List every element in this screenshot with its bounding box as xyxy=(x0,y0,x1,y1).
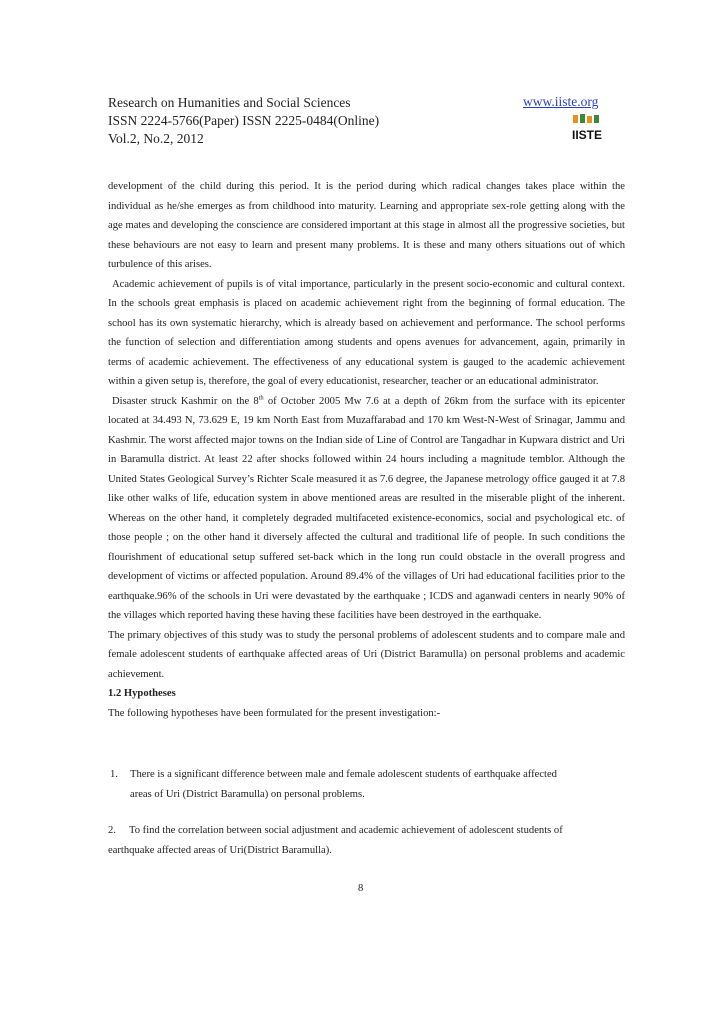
paragraph-academic-achievement: Academic achievement of pupils is of vital importance, particularly in the present socio-economic and cultural context. In the schools great emphasis is placed on academic achievement right from the beginning of formal education. The school has its own systematic hierarchy, which is already based on achievement and performance. The school performs the function of selection and differentiation among students and opens avenues for advancement, again, primarily in terms of academic achievement. The effectiveness of any educational system is gauged to the academic achievement within a given setup is, therefore, the goal of every educationist, researcher, teacher or an educational administrator. xyxy=(108,278,625,387)
iiste-logo xyxy=(570,114,604,144)
section-heading-hypotheses: 1.2 Hypotheses xyxy=(108,688,176,699)
svg-text:IISTE: IISTE xyxy=(571,128,603,142)
journal-title: Research on Humanities and Social Sciences xyxy=(108,95,351,110)
page-number: 8 xyxy=(358,883,364,894)
hypothesis-1: 1. There is a significant difference between male and female adolescent students of earthquake affected areas of Uri (District Baramulla) on personal problems. xyxy=(110,769,557,800)
article-body xyxy=(108,177,625,723)
paragraph-development: development of the child during this period. It is the period during which radical changes takes place within the individual as he/she emerges as from childhood into maturity. Learning and appropriate sex-role getting along with the age mates and developing the conscience are considered important at this stage in almost all the progressive societies, but these behaviours are not easy to learn and present many problems. It is these and many others situations out of which turbulence of this arises. xyxy=(108,181,625,270)
hypothesis-2: 2. To find the correlation between social adjustment and academic achievement of adolescent students of earthquake affected areas of Uri(District Baramulla). xyxy=(108,825,563,856)
paragraph-objectives: The primary objectives of this study was to study the personal problems of adolescent students and to compare male and female adolescent students of earthquake affected areas of Uri (District Baramulla) on personal problems and academic achievement. xyxy=(108,629,625,680)
journal-url-link[interactable]: www.iiste.org xyxy=(523,94,599,109)
hypotheses-intro: The following hypotheses have been formulated for the present investigation:- xyxy=(108,707,441,719)
issn-line: ISSN 2224-5766(Paper) ISSN 2225-0484(Online) xyxy=(108,113,380,128)
paragraph-disaster: Disaster struck Kashmir on the 8th of October 2005 Mw 7.6 at a depth of 26km from the surface with its epicenter located at 34.493 N, 73.629 E, 19 km North East from Muzaffarabad and 170 km West-N-West of Srinagar, Jammu and Kashmir. The worst affected major towns on the Indian side of Line of Control are Tangadhar in Kupwara district and Uri in Baramulla district. At least 22 after shocks followed within 24 hours including a magnitude temblor. Although the United States Geological Survey’s Richter Scale measured it as 7.6 degree, the Japanese metrology office gauged it at 7.8 like other walks of life, education system in above mentioned areas are resulted in the miserable plight of the inherent. Whereas on the other hand, it completely degraded multifaceted existence-economics, social and psychological etc. of those people ; on the other hand it diversely affected the cultural and traditional life of people. In such conditions the flourishment of educational setup suffered set-back which in the long run could obstacle in the overall progress and development of victims or affected population. Around 89.4% of the villages of Uri had educational facilities prior to the earthquake.96% of the schools in Uri were devastated by the earthquake ; ICDS and aganwadi centers in nearly 90% of the villages which reported having these having these facilities have been destroyed in the earthquake. xyxy=(108,393,625,621)
volume-line: Vol.2, No.2, 2012 xyxy=(108,131,204,146)
